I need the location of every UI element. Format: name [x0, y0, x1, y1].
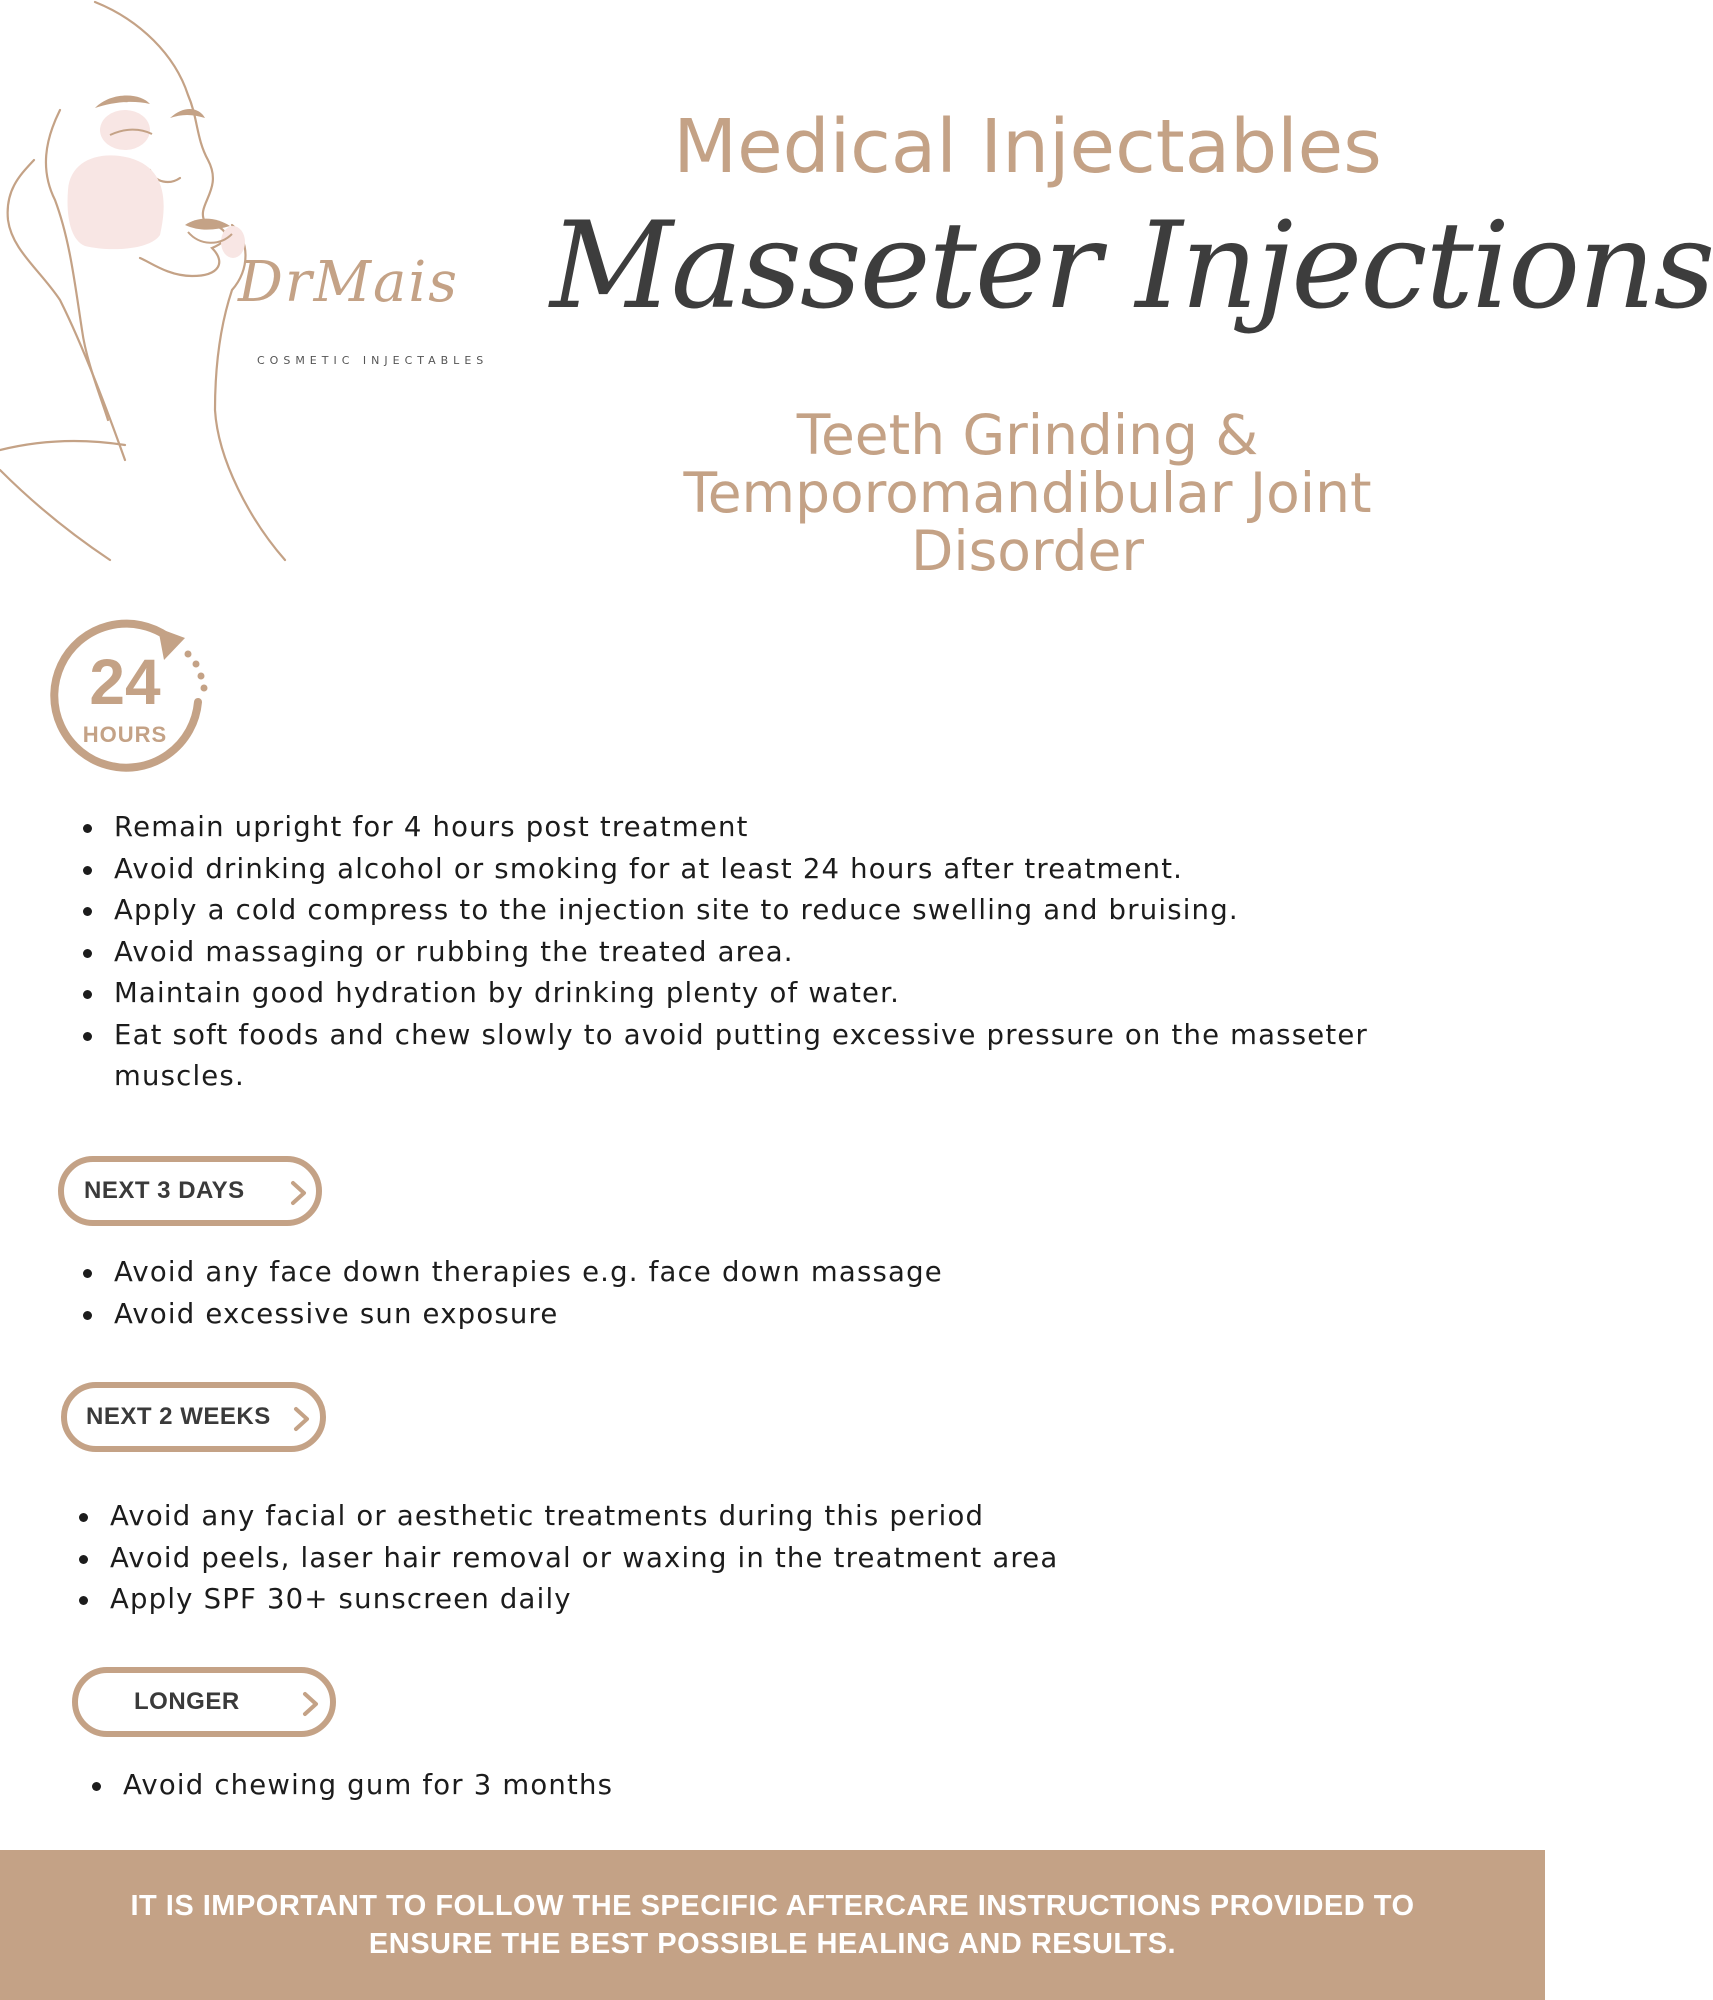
list-item: Maintain good hydration by drinking plenty of water. — [83, 973, 1503, 1015]
next-3-days-list — [83, 1252, 1503, 1335]
list-item: Avoid any face down therapies e.g. face down massage — [83, 1252, 1503, 1294]
list-item: Eat soft foods and chew slowly to avoid putting excessive pressure on the masseter muscles. — [83, 1015, 1503, 1098]
page-title: Masseter Injections — [550, 197, 1713, 336]
list-item: Avoid massaging or rubbing the treated area. — [83, 932, 1503, 974]
list-item: Avoid chewing gum for 3 months — [92, 1765, 1512, 1807]
list-item: Avoid drinking alcohol or smoking for at least 24 hours after treatment. — [83, 849, 1503, 891]
chevron-right-icon — [290, 1180, 308, 1206]
pill-label: LONGER — [134, 1688, 240, 1715]
badge-unit: HOURS — [82, 722, 168, 747]
brand-name: DrMais — [238, 250, 460, 315]
header-kicker: Medical Injectables — [673, 104, 1382, 190]
chevron-right-icon — [293, 1406, 311, 1432]
24-hours-badge — [50, 622, 220, 792]
list-item: Avoid excessive sun exposure — [83, 1294, 1503, 1336]
next-3-days-pill — [58, 1156, 322, 1226]
next-2-weeks-list — [79, 1496, 1499, 1621]
page-subtitle: Teeth Grinding & Temporomandibular Joint Disorder — [683, 403, 1372, 583]
longer-list — [92, 1765, 1512, 1807]
list-item: Remain upright for 4 hours post treatment — [83, 807, 1503, 849]
pill-label: NEXT 3 DAYS — [84, 1177, 245, 1204]
first-24-hours-list — [83, 807, 1503, 1098]
next-2-weeks-pill — [61, 1382, 326, 1452]
footer-banner — [0, 1850, 1545, 2000]
list-item: Avoid any facial or aesthetic treatments during this period — [79, 1496, 1499, 1538]
pill-label: NEXT 2 WEEKS — [86, 1403, 271, 1430]
list-item: Apply SPF 30+ sunscreen daily — [79, 1579, 1499, 1621]
list-item: Apply a cold compress to the injection site to reduce swelling and bruising. — [83, 890, 1503, 932]
list-item: Avoid peels, laser hair removal or waxing in the treatment area — [79, 1538, 1499, 1580]
footer-text: IT IS IMPORTANT TO FOLLOW THE SPECIFIC AFTERCARE INSTRUCTIONS PROVIDED TO ENSURE THE BEST POSSIBLE HEALING AND RESULTS. — [130, 1890, 1415, 1960]
chevron-right-icon — [302, 1691, 320, 1717]
badge-number: 24 — [89, 646, 161, 718]
longer-pill — [72, 1667, 336, 1737]
brand-tagline: COSMETIC INJECTABLES — [257, 354, 489, 367]
